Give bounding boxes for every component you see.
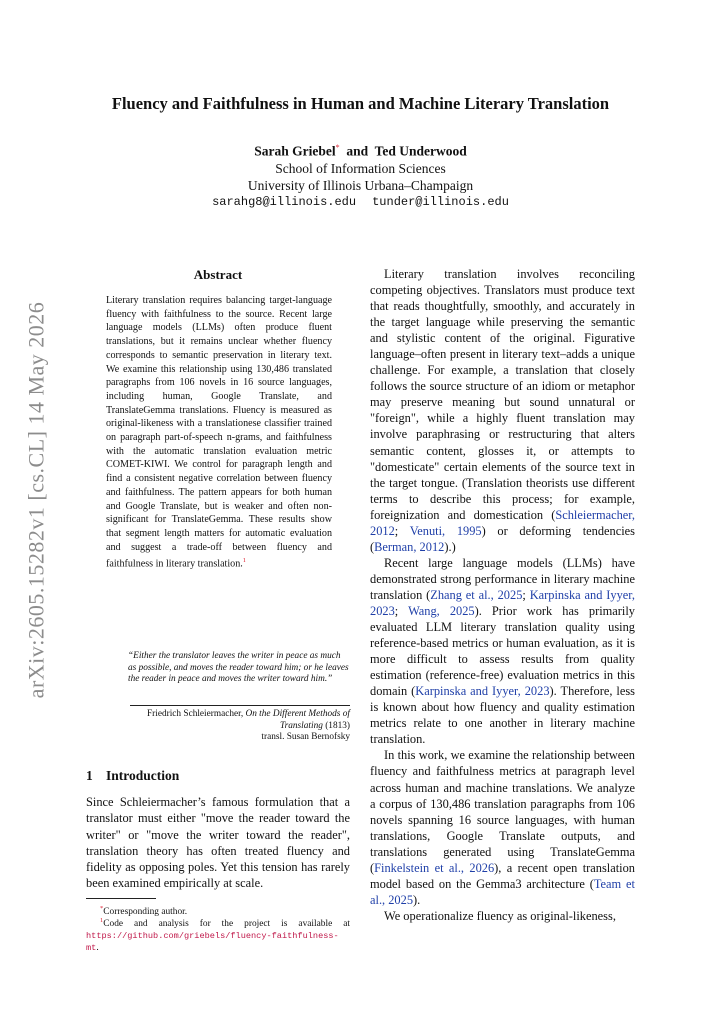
abstract-heading: Abstract bbox=[193, 267, 243, 282]
footnote-code bbox=[86, 915, 350, 955]
citation-wang[interactable]: Wang, 2025 bbox=[408, 603, 475, 618]
code-repository-link[interactable]: https://github.com/griebels/fluency-faithfulness-mt bbox=[86, 930, 339, 953]
footnote-1-mark: 1 bbox=[100, 917, 104, 924]
paragraph-operationalize: We operationalize fluency as original-likeness, bbox=[384, 908, 616, 923]
footnote-code-text: Code and analysis for the project is available at bbox=[103, 919, 350, 930]
paragraph-text: ; bbox=[394, 603, 409, 618]
paragraph-text: ).) bbox=[444, 539, 456, 554]
footnote-divider bbox=[86, 898, 156, 899]
section-title: Introduction bbox=[106, 768, 180, 783]
paragraph-text: ), a recent open translation model based on the Gemma3 architecture ( bbox=[370, 860, 635, 891]
citation-karpinska-2[interactable]: Karpinska and Iyyer, 2023 bbox=[415, 684, 550, 699]
epigraph-attribution bbox=[130, 709, 350, 744]
paragraph-text: ). Therefore, less is known about how fluency and quality estimation metrics relate to one another in literary machine translation. bbox=[370, 684, 635, 747]
epigraph-work: On the Different Methods of Translating bbox=[245, 709, 350, 731]
paragraph-literary-translation bbox=[370, 266, 635, 555]
author-emails bbox=[0, 195, 721, 209]
footnote-ref-1[interactable]: 1 bbox=[242, 557, 247, 565]
introduction-paragraph: Since Schleiermacher’s famous formulation that a translator must either "move the reader toward the writer" or "move the writer toward the reader", translation theory has often treated fluency and fidelity as opposing poles. Yet this tension has rarely been examined empirically at scale. bbox=[86, 795, 350, 891]
paragraph-text: ). Prior work has primarily evaluated LLM literary translation quality using reference-based metrics or human evaluation, as it is more difficult to assess results from quality estimation (reference-free) evaluation metrics in this domain ( bbox=[370, 603, 635, 699]
abstract-body bbox=[106, 294, 332, 571]
email-griebel[interactable]: sarahg8@illinois.edu bbox=[212, 195, 357, 209]
citation-venuti[interactable]: Venuti, 1995 bbox=[409, 523, 482, 538]
author-joiner: and bbox=[346, 143, 369, 159]
epigraph-author: Friedrich Schleiermacher, bbox=[147, 709, 246, 719]
citation-team[interactable]: Team et al., 2025 bbox=[370, 876, 635, 907]
arxiv-identifier-stamp bbox=[16, 300, 56, 700]
paragraph-this-work bbox=[370, 747, 635, 907]
paragraph-text: Literary translation involves reconciling competing objectives. Translators must produce text that reads thoughtfully, smoothly, and accurately in the target language while preserving the semantic and stylistic content of the original. Figurative language–often present in literary text–adds a unique challenge. For example, a translation that closely follows the source structure of an idiom or metaphor may preserve meaning but sound unnatural or "foreign", while a highly fluent translation may involve paraphrasing or restructuring that alters semantic content, glosses it, or attempts to "domesticate" certain elements of the source text in the target tongue. (Translation theorists use different terms to describe this process; for example, foreignization and domestication ( bbox=[370, 267, 635, 522]
paragraph-text: ; bbox=[522, 587, 530, 602]
epigraph-divider bbox=[130, 705, 350, 706]
paragraph-text: In this work, we examine the relationship between fluency and faithfulness metrics at paragraph level across human and machine translations. We analyze a corpus of 130,486 translation paragraphs from 106 novels spanning 16 source languages, with human translations, Google Translate outputs, and translations generated using TranslateGemma ( bbox=[370, 748, 635, 875]
author-underwood: Ted Underwood bbox=[374, 143, 467, 159]
paragraph-text: ) or deforming tendencies ( bbox=[370, 523, 635, 554]
section-number: 1 bbox=[86, 768, 93, 783]
paragraph-text: ; bbox=[394, 523, 410, 538]
footnote-corresponding-text: Corresponding author. bbox=[103, 907, 188, 918]
citation-karpinska[interactable]: Karpinska and Iyyer, 2023 bbox=[370, 587, 635, 618]
epigraph-translator: transl. Susan Bernofsky bbox=[261, 732, 350, 743]
footnote-star-mark: * bbox=[100, 905, 104, 912]
right-column-text bbox=[370, 266, 635, 924]
paper-title: Fluency and Faithfulness in Human and Machine Literary Translation bbox=[111, 94, 610, 113]
citation-berman[interactable]: Berman, 2012 bbox=[374, 539, 445, 554]
footnote-code-end: . bbox=[96, 942, 99, 953]
abstract-text: Literary translation requires balancing target-language fluency with faithfulness to the source. Recent large language models (LLMs) often produce fluent translations, but it remains unclear whether fluency corresponds to semantic preservation in literary text. We examine this relationship using 130,486 translated paragraphs from 106 novels in 16 source languages, including human, Google Translate, and TranslateGemma translations. Fluency is measured as original-likeness with a translationese classifier trained on paragraph part-of-speech n-grams, and faithfulness with the automatic translation evaluation metric COMET-KIWI. We control for paragraph length and find a consistent negative correlation between fluency and faithfulness. The pattern appears for both human and Google Translate, but is weaker and often non-significant for TranslateGemma. These results show that segment length matters for automatic evaluation and suggest a trade-off between fluency and faithfulness in literary translation. bbox=[106, 295, 332, 570]
arxiv-id-text: arXiv:2605.15282v1 [cs.CL] 14 May 2026 bbox=[23, 301, 48, 699]
epigraph-quote: “Either the translator leaves the writer in peace as much as possible, and moves the reader toward him; or he leaves the reader in peace and moves the writer toward him.” bbox=[128, 651, 349, 685]
paragraph-llms bbox=[370, 555, 635, 748]
affiliation-school: School of Information Sciences bbox=[275, 161, 446, 176]
epigraph-year: (1813) bbox=[322, 720, 350, 731]
corresponding-author-mark: * bbox=[335, 143, 340, 152]
author-griebel: Sarah Griebel bbox=[254, 143, 336, 159]
paragraph-text: Recent large language models (LLMs) have demonstrated strong performance in literary machine translation ( bbox=[370, 555, 635, 602]
citation-finkelstein[interactable]: Finkelstein et al., 2026 bbox=[374, 860, 495, 875]
email-underwood[interactable]: tunder@illinois.edu bbox=[372, 195, 509, 209]
section-heading-introduction bbox=[86, 768, 179, 784]
paragraph-text: ). bbox=[413, 892, 421, 907]
author-line bbox=[0, 143, 721, 160]
affiliation-university: University of Illinois Urbana–Champaign bbox=[247, 178, 474, 193]
citation-schleiermacher[interactable]: Schleiermacher, 2012 bbox=[370, 507, 635, 538]
citation-zhang[interactable]: Zhang et al., 2025 bbox=[430, 587, 523, 602]
